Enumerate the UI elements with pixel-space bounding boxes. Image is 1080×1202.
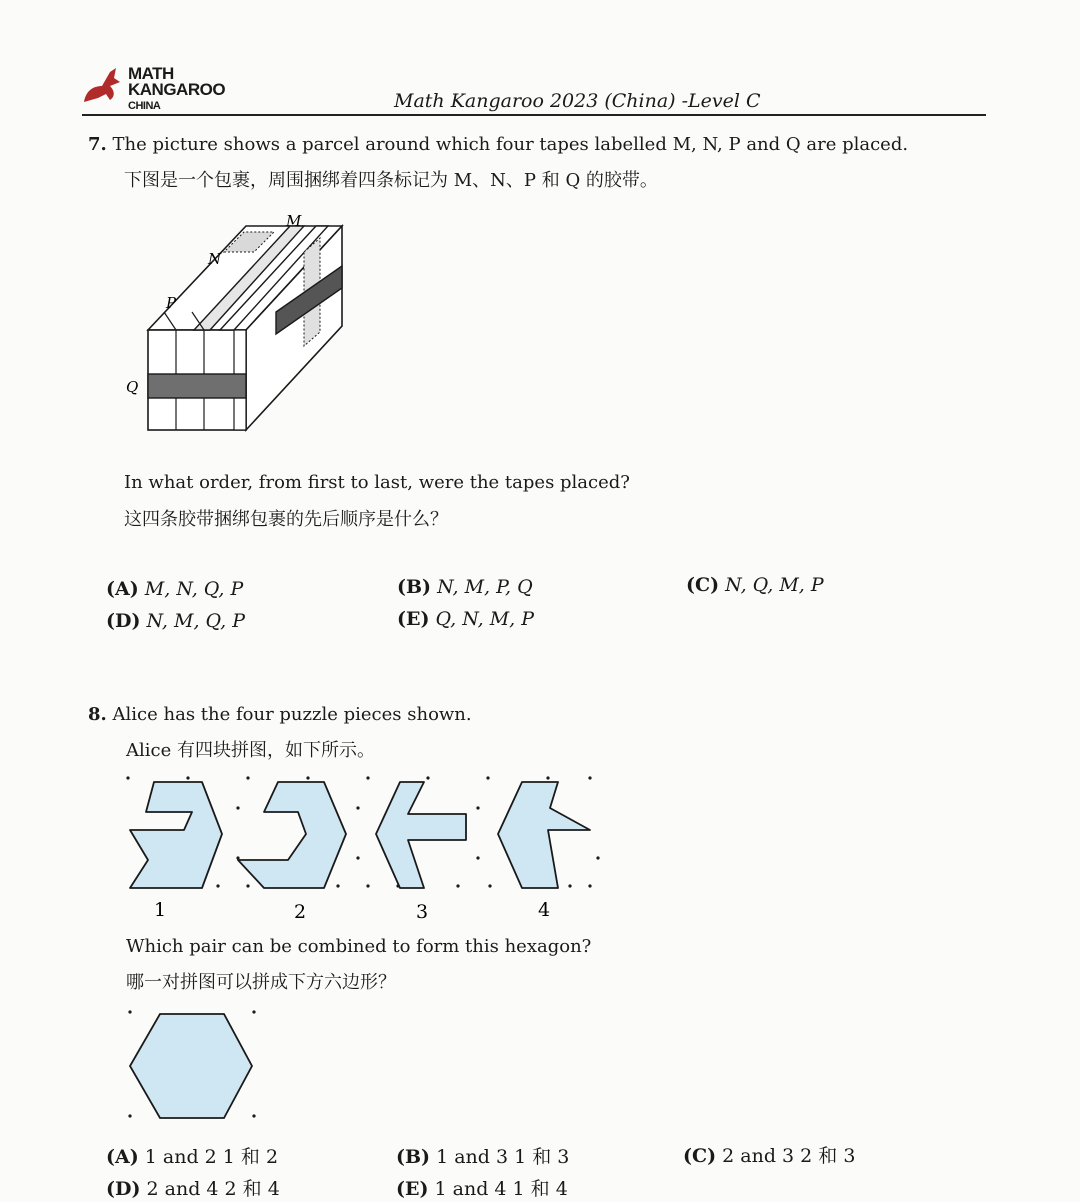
q7-option-c[interactable]: (C) N, Q, M, P [686,574,824,596]
label-p: P [166,294,177,312]
label-m: M [286,212,302,230]
kangaroo-logo-icon [80,64,130,108]
q7-text-en: 7. The picture shows a parcel around which four tapes labelled M, N, P and Q are placed. [88,134,909,155]
q8-question-cn: 哪一对拼图可以拼成下方六边形？ [126,972,396,993]
parcel-figure [124,212,364,436]
piece-label-2: 2 [294,901,307,923]
logo-text: MATH KANGAROO CHINA [128,64,226,112]
q8-option-b[interactable]: (B) 1 and 3 1 和 3 [396,1146,570,1168]
q7-option-b[interactable]: (B) N, M, P, Q [397,576,533,598]
q7-option-a[interactable]: (A) M, N, Q, P [106,578,244,600]
q8-option-c[interactable]: (C) 2 and 3 2 和 3 [683,1145,856,1167]
label-n: N [208,250,222,268]
q7-question-en: In what order, from first to last, were the tapes placed? [124,472,630,493]
q8-text-cn: Alice 有四块拼图，如下所示。 [126,740,375,761]
puzzle-piece-2 [238,782,346,888]
puzzle-piece-3 [376,782,466,888]
q8-option-a[interactable]: (A) 1 and 2 1 和 2 [106,1146,279,1168]
q7-text-cn: 下图是一个包裹，周围捆绑着四条标记为 M、N、P 和 Q 的胶带。 [124,170,658,191]
piece-label-3: 3 [416,901,429,923]
hexagon-shape [130,1014,252,1118]
q8-option-e[interactable]: (E) 1 and 4 1 和 4 [396,1178,568,1200]
q7-question-cn: 这四条胶带捆绑包裹的先后顺序是什么？ [124,509,448,530]
puzzle-pieces-figure [118,768,608,928]
header-rule [82,114,986,116]
q8-text-en: 8. Alice has the four puzzle pieces shown. [88,704,472,725]
q7-option-e[interactable]: (E) Q, N, M, P [397,608,535,630]
piece-label-4: 4 [538,899,551,921]
label-q: Q [126,378,139,396]
page-header-title: Math Kangaroo 2023 (China) -Level C [394,90,761,112]
piece-label-1: 1 [154,899,167,921]
puzzle-piece-4 [498,782,590,888]
q7-option-d[interactable]: (D) N, M, Q, P [106,610,246,632]
tape-q [148,374,246,398]
puzzle-piece-1 [130,782,222,888]
q8-question-en: Which pair can be combined to form this hexagon? [126,936,592,957]
hexagon-figure [122,1006,262,1122]
q8-option-d[interactable]: (D) 2 and 4 2 和 4 [106,1178,280,1200]
